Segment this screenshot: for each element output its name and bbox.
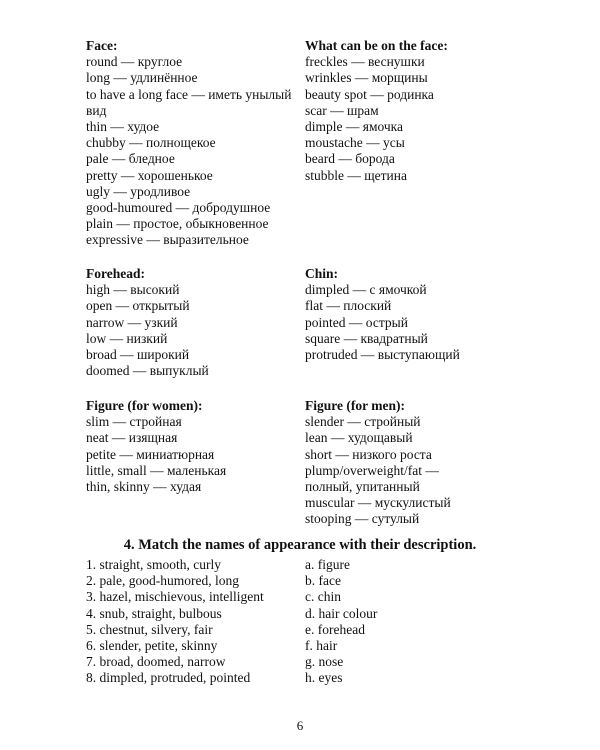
section-figure-men [305,398,485,528]
section-forehead [86,266,209,379]
match-description: 7. broad, doomed, narrow [86,654,226,670]
vocab-entry: scar — шрам [305,102,379,118]
match-name: b. face [305,573,341,589]
match-name: e. forehead [305,621,365,637]
vocab-entry: petite — миниатюрная [86,446,215,462]
vocab-entry: muscular — мускулистый [305,495,451,511]
vocab-entry: protruded — выступающий [305,347,460,363]
section-chin [305,266,460,363]
vocab-entry: stubble — щетина [305,167,407,183]
vocab-entry: low — низкий [86,330,168,346]
vocab-entry: doomed — выпуклый [86,363,209,379]
section-face [86,38,296,249]
section-title: Face: [86,38,118,53]
vocab-entry: freckles — веснушки [305,54,425,70]
vocab-entry: ugly — уродливое [86,183,191,199]
vocab-entry: chubby — полнощекое [86,135,216,151]
vocab-entry: long — удлинённое [86,70,198,86]
vocab-entry: pointed — острый [305,314,408,330]
vocab-entry: neat — изящная [86,430,178,446]
vocab-entry: to have a long face — иметь унылый вид [86,86,292,118]
vocab-entry: good-humoured — добродушное [86,200,271,216]
section-title: Figure (for women): [86,398,203,413]
section-title: Figure (for men): [305,398,405,413]
match-name: f. hair [305,638,338,654]
vocab-entry: little, small — маленькая [86,462,227,478]
match-name: h. eyes [305,670,343,686]
vocab-entry: beauty spot — родинка [305,86,434,102]
match-description: 1. straight, smooth, curly [86,557,221,572]
match-description: 2. pale, good-humored, long [86,573,239,589]
vocab-entry: high — высокий [86,282,180,298]
vocab-entry: round — круглое [86,54,183,70]
exercise-descriptions [86,557,264,687]
vocab-entry: broad — широкий [86,347,190,363]
match-description: 5. chestnut, silvery, fair [86,621,213,637]
match-description: 8. dimpled, protruded, pointed [86,670,251,686]
vocab-entry: dimple — ямочка [305,119,404,135]
match-name: c. chin [305,589,341,605]
vocab-entry: thin, skinny — худая [86,479,202,495]
vocab-entry: narrow — узкий [86,314,178,330]
match-name: d. hair colour [305,605,378,621]
section-title: Forehead: [86,266,145,281]
match-name: g. nose [305,654,344,670]
vocab-entry: stooping — сутулый [305,511,420,527]
vocab-entry: dimpled — с ямочкой [305,282,427,298]
match-name: a. figure [305,557,350,572]
vocab-entry: plain — простое, обыкновенное [86,216,269,232]
section-figure-women [86,398,226,495]
section-on-face [305,38,448,184]
vocab-entry: plump/overweight/fat — полный, упитанный [305,462,439,495]
match-description: 4. snub, straight, bulbous [86,605,222,621]
vocab-entry: slim — стройная [86,414,182,430]
match-description: 6. slender, petite, skinny [86,638,218,654]
vocab-entry: open — открытый [86,298,190,314]
vocab-entry: lean — худощавый [305,430,413,446]
vocab-entry: flat — плоский [305,298,392,314]
vocab-entry: expressive — выразительное [86,232,249,248]
page-number: 6 [296,718,304,733]
vocab-entry: thin — худое [86,119,160,135]
vocab-entry: square — квадратный [305,330,428,346]
section-title: What can be on the face: [305,38,448,53]
match-description: 3. hazel, mischievous, intelligent [86,589,264,605]
exercise-names [305,557,377,687]
vocab-entry: beard — борода [305,151,395,167]
vocab-entry: pretty — хорошенькое [86,167,213,183]
vocab-entry: wrinkles — морщины [305,70,428,86]
vocab-entry: slender — стройный [305,414,421,430]
section-title: Chin: [305,266,339,281]
vocab-entry: moustache — усы [305,135,405,151]
exercise-title: 4. Match the names of appearance with their description. [123,537,477,553]
vocab-entry: short — низкого роста [305,446,432,462]
vocab-entry: pale — бледное [86,151,175,167]
